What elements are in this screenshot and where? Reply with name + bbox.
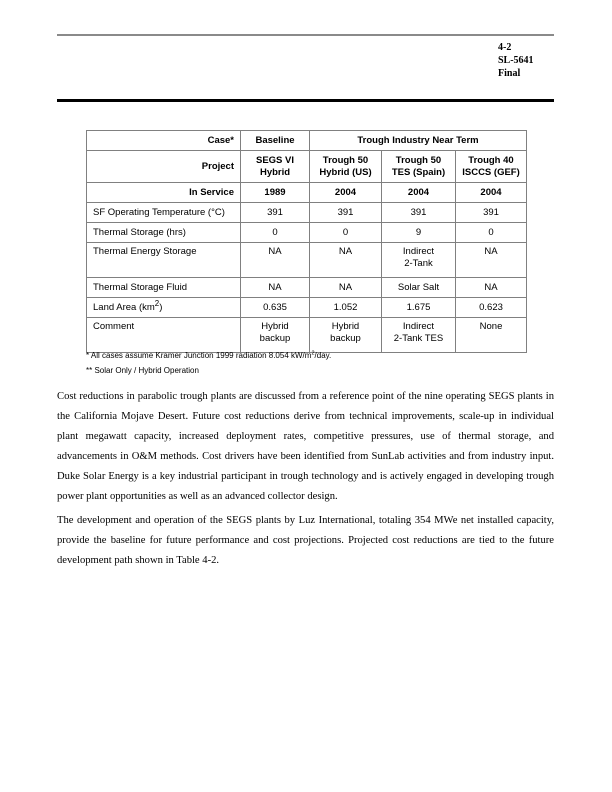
cell-line2: backup: [259, 333, 291, 344]
row-label: Thermal Storage (hrs): [87, 223, 241, 243]
table-cell: 391: [456, 203, 527, 223]
project-line1: SEGS VI: [255, 154, 294, 166]
row-label: SF Operating Temperature (°C): [87, 203, 241, 223]
row-label: [87, 298, 241, 318]
document-status: Final: [498, 68, 521, 79]
footnote-text: * All cases assume Kramer Junction 1999 radiation 8.054 kW/m: [86, 351, 312, 360]
project-line1: Trough 40: [468, 154, 514, 166]
table-cell: 0.623: [456, 298, 527, 318]
table-cell: 2004: [382, 183, 456, 203]
table-cell: NA: [310, 278, 382, 298]
table-cell: 0: [241, 223, 310, 243]
case-near-term: Trough Industry Near Term: [310, 131, 527, 151]
table-cell: 391: [241, 203, 310, 223]
footnote-superscript: 2: [311, 350, 315, 357]
body-paragraph-2: The development and operation of the SEGS plants by Luz International, totaling 354 MWe net installed capacity, provide the baseline for future performance and cost projections. Projected cost reductions are tied to the future development path shown in Table 4-2.: [57, 515, 554, 566]
table-cell: 9: [382, 223, 456, 243]
label-superscript: 2: [154, 298, 160, 308]
document-id: SL-5641: [498, 55, 534, 66]
table-cell: [382, 318, 456, 353]
project-line2: TES (Spain): [391, 166, 446, 178]
table-row: [87, 278, 527, 298]
cell-line1: Indirect: [402, 246, 435, 257]
table-cell: [382, 243, 456, 278]
cell-line1: Hybrid: [331, 321, 360, 332]
case-baseline: Baseline: [241, 131, 310, 151]
project-cell: [310, 151, 382, 183]
project-cell: [382, 151, 456, 183]
footnote-1: [86, 348, 331, 363]
project-label: Project: [87, 151, 241, 183]
page-number: 4-2: [498, 42, 512, 53]
trough-cases-table: [86, 130, 527, 353]
table-cell: 1.675: [382, 298, 456, 318]
page-header: [498, 41, 534, 80]
table-cell: 2004: [456, 183, 527, 203]
table-row: [87, 203, 527, 223]
table-cell: NA: [456, 278, 527, 298]
in-service-label: In Service: [87, 183, 241, 203]
table-cell: 391: [310, 203, 382, 223]
table-footnotes: [86, 348, 331, 378]
table-cell: NA: [310, 243, 382, 278]
footnote-2: ** Solar Only / Hybrid Operation: [86, 366, 199, 375]
project-cell: [241, 151, 310, 183]
table-cell: 0: [456, 223, 527, 243]
table-cell: 1989: [241, 183, 310, 203]
case-label: Case*: [87, 131, 241, 151]
table-cell: 0.635: [241, 298, 310, 318]
table-row-case: [87, 131, 527, 151]
table-cell: NA: [241, 278, 310, 298]
table-cell: NA: [241, 243, 310, 278]
header-rule-bottom: [57, 99, 554, 102]
label-text-end: ): [159, 301, 163, 313]
cell-line2: 2-Tank TES: [393, 333, 444, 344]
project-line2: Hybrid (US): [319, 166, 372, 178]
table-cell: 391: [382, 203, 456, 223]
body-paragraph-1: Cost reductions in parabolic trough plants are discussed from a reference point of the nine operating SEGS plants in the California Mojave Desert. Future cost reductions derive from technical improvements, scale-up in individual plant megawatt capacity, increased deployment rates, competitive pressures, use of thermal storage, and advancements in O&M methods. Cost drivers have been identified from SunLab activities and from industry input. Duke Solar Energy is a key industrial participant in trough technology and is actively engaged in developing trough power plant opportunities as well as an advanced collector design.: [57, 391, 554, 502]
table-row: [87, 223, 527, 243]
table-cell: 2004: [310, 183, 382, 203]
row-label: Comment: [87, 318, 241, 353]
cell-line1: Hybrid: [261, 321, 289, 332]
table-cell: Solar Salt: [382, 278, 456, 298]
row-label: Thermal Energy Storage: [87, 243, 241, 278]
cell-line2: backup: [330, 333, 361, 344]
cell-line2: 2-Tank: [404, 258, 433, 269]
row-label: Thermal Storage Fluid: [87, 278, 241, 298]
table-cell: None: [456, 318, 527, 353]
table-cell: 1.052: [310, 298, 382, 318]
table-cell: NA: [456, 243, 527, 278]
table-row-in-service: [87, 183, 527, 203]
cell-line1: Indirect: [402, 321, 435, 332]
footnote-text-end: /day.: [314, 351, 332, 360]
table-row: [87, 298, 527, 318]
table-row-project: [87, 151, 527, 183]
project-line2: ISCCS (GEF): [462, 166, 520, 178]
project-line2: Hybrid: [259, 166, 291, 178]
header-rule-top: [57, 34, 554, 36]
table-cell: 0: [310, 223, 382, 243]
label-text: Land Area (km: [93, 301, 155, 313]
project-line1: Trough 50: [395, 154, 442, 166]
project-cell: [456, 151, 527, 183]
table-row: [87, 243, 527, 278]
project-line1: Trough 50: [322, 154, 369, 166]
